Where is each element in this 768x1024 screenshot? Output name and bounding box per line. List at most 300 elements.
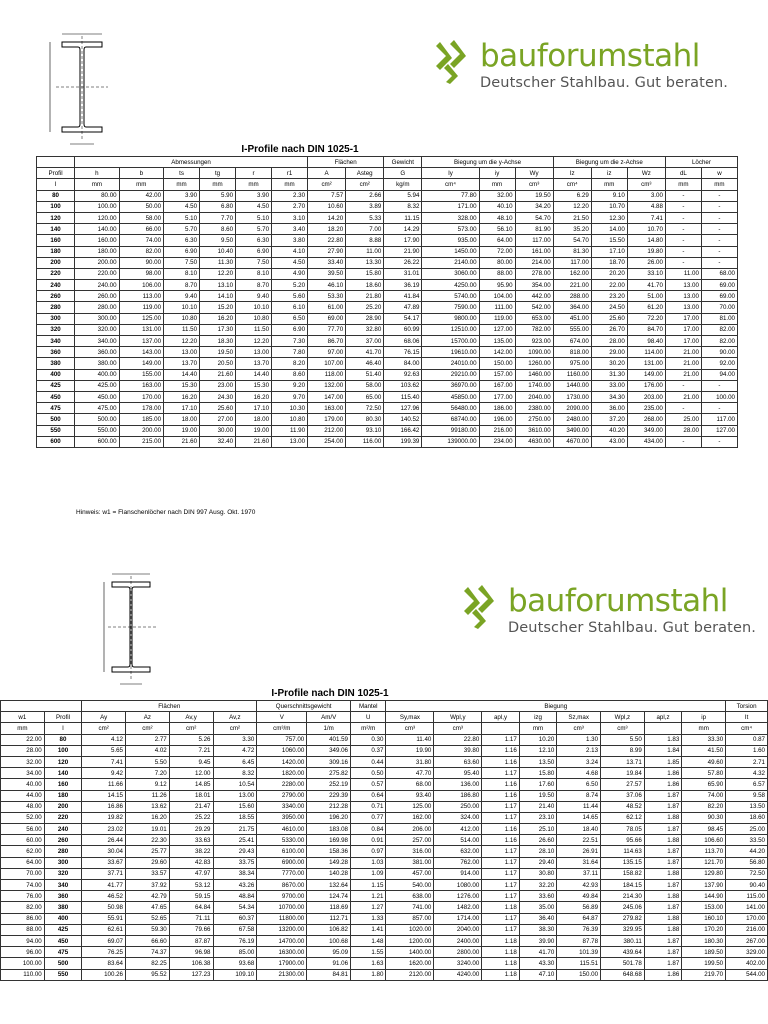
table-cell: 275.82	[307, 768, 351, 779]
table-cell: 11.90	[272, 425, 308, 436]
table-cell: 17.90	[384, 235, 422, 246]
table-cell: 1.60	[726, 745, 768, 756]
symbol-header-cell: w	[701, 168, 737, 179]
unit-header-cell: cm²	[126, 723, 170, 734]
symbol-header-cell: Asteg	[346, 168, 384, 179]
table-cell: 52.00	[1, 812, 45, 823]
table-cell: 1.86	[644, 768, 682, 779]
table-cell: 158.36	[307, 846, 351, 857]
table-cell: 106.00	[119, 280, 163, 291]
table-cell: 68740.00	[422, 414, 479, 425]
table-cell: 176.00	[627, 380, 665, 391]
table-cell: 16.20	[126, 812, 170, 823]
table-cell: 26.70	[591, 324, 627, 335]
unit-header-cell: mm	[682, 723, 726, 734]
profile-cell: 280	[44, 846, 82, 857]
table-cell: 114.63	[601, 846, 645, 857]
table-cell: 21.00	[665, 358, 701, 369]
table-cell: 15.30	[236, 380, 272, 391]
table-cell: 22.80	[308, 235, 346, 246]
table-cell: 8.10	[164, 268, 200, 279]
table-cell: 77.80	[422, 190, 479, 201]
symbol-header-cell: apl,z	[644, 712, 682, 723]
table-cell: 142.00	[479, 347, 515, 358]
table-cell: 5.94	[384, 190, 422, 201]
unit-header-cell: cm³/m	[257, 723, 307, 734]
unit-header-cell: cm⁴	[422, 179, 479, 190]
unit-header-cell: mm	[1, 723, 45, 734]
table-cell: 674.00	[553, 336, 591, 347]
table-cell: 6.80	[200, 201, 236, 212]
table-cell: 354.00	[515, 280, 553, 291]
table-cell: 19.84	[601, 768, 645, 779]
table-cell: 41.77	[82, 880, 126, 891]
table-cell: 9.58	[726, 790, 768, 801]
profile-cell: 300	[44, 857, 82, 868]
table-cell: 47.65	[126, 902, 170, 913]
table-cell: 82.20	[682, 801, 726, 812]
table-cell: 11.26	[126, 790, 170, 801]
table-cell: 147.00	[308, 391, 346, 402]
table-cell: 94.00	[1, 935, 45, 946]
table-cell: 9.50	[200, 235, 236, 246]
table-cell: 18.60	[346, 280, 384, 291]
logo-tagline: Deutscher Stahlbau. Gut beraten.	[508, 620, 756, 636]
table-cell: 200.00	[119, 425, 163, 436]
table-cell: 17900.00	[257, 958, 307, 969]
table-cell: 23.00	[200, 380, 236, 391]
table-cell: 20.20	[591, 268, 627, 279]
table-row	[37, 302, 738, 313]
table-cell: 1400.00	[386, 947, 434, 958]
table-cell: 1.88	[644, 868, 682, 879]
table-cell: 14.80	[627, 235, 665, 246]
symbol-header-cell: Az	[126, 712, 170, 723]
table-cell: 135.15	[601, 857, 645, 868]
table-cell: -	[665, 246, 701, 257]
table-cell: 2480.00	[553, 414, 591, 425]
table-cell: 132.64	[307, 880, 351, 891]
table-cell: 33.10	[627, 268, 665, 279]
table-cell: 3490.00	[553, 425, 591, 436]
table-cell: 100.00	[75, 201, 119, 212]
table-cell: 32.00	[479, 190, 515, 201]
table-cell: 450.00	[75, 391, 119, 402]
table-cell: 21.60	[164, 436, 200, 447]
table-cell: 1.87	[644, 801, 682, 812]
table-cell: 11.50	[236, 324, 272, 335]
table-cell: 1.87	[644, 857, 682, 868]
table-cell: 22.30	[126, 835, 170, 846]
table-cell: 19.50	[515, 190, 553, 201]
table-cell: 9.70	[272, 391, 308, 402]
table-cell: 21.50	[553, 212, 591, 223]
table-cell: 1.18	[482, 902, 520, 913]
unit-header-cell: kg/m	[384, 179, 422, 190]
table-cell: 24.50	[591, 302, 627, 313]
table-cell: 18.00	[164, 414, 200, 425]
table-cell: 18.55	[213, 812, 257, 823]
table-row	[1, 969, 768, 980]
table-cell: 129.80	[682, 868, 726, 879]
table-cell: 72.50	[346, 403, 384, 414]
table-cell: 16.86	[82, 801, 126, 812]
table-cell: 92.00	[701, 358, 737, 369]
unit-header-cell: mm	[701, 179, 737, 190]
table-cell: 28.00	[665, 425, 701, 436]
symbol-header-cell: tg	[200, 168, 236, 179]
table-cell: 64.00	[479, 235, 515, 246]
logo-tagline: Deutscher Stahlbau. Gut beraten.	[480, 75, 728, 91]
table-cell: 163.00	[119, 380, 163, 391]
table-cell: 6.90	[164, 246, 200, 257]
table-cell: 183.08	[307, 824, 351, 835]
table-cell: 19.00	[236, 425, 272, 436]
table-cell: 56.10	[479, 224, 515, 235]
table-cell: 141.00	[726, 902, 768, 913]
table-cell: 76.19	[213, 935, 257, 946]
table-cell: 1.17	[482, 891, 520, 902]
table-cell: 5.33	[346, 212, 384, 223]
table-cell: 1.87	[644, 824, 682, 835]
unit-header-cell	[482, 723, 520, 734]
table-cell: 1.87	[644, 947, 682, 958]
table-cell: 93.68	[213, 958, 257, 969]
unit-header-cell: cm³	[601, 723, 645, 734]
table-cell: 923.00	[515, 336, 553, 347]
table-cell: 10.54	[213, 779, 257, 790]
table-cell: 19.90	[386, 745, 434, 756]
table-cell: 3240.00	[434, 958, 482, 969]
table-cell: 1460.00	[515, 369, 553, 380]
table-cell: 169.98	[307, 835, 351, 846]
table-cell: 4.68	[557, 768, 601, 779]
table-cell: 457.00	[386, 868, 434, 879]
table-cell: 36.40	[519, 913, 557, 924]
table-cell: 149.28	[307, 857, 351, 868]
table-cell: 18.30	[200, 336, 236, 347]
table-cell: 434.00	[627, 436, 665, 447]
table-cell: 500.00	[75, 414, 119, 425]
table-cell: 19.82	[82, 812, 126, 823]
symbol-header-cell: Profil	[44, 712, 82, 723]
table-cell: 110.00	[1, 969, 45, 980]
group-header-biegung-y: Biegung um die y-Achse	[422, 157, 553, 168]
table-cell: 25.00	[726, 824, 768, 835]
table-cell: 1620.00	[386, 958, 434, 969]
table-cell: 5.10	[164, 212, 200, 223]
table-cell: 69.07	[82, 935, 126, 946]
table-cell: 124.74	[307, 891, 351, 902]
table-cell: 127.00	[701, 425, 737, 436]
table-cell: 4.10	[272, 246, 308, 257]
profile-cell: 140	[44, 768, 82, 779]
symbol-header-cell: w1	[1, 712, 45, 723]
group-header-flaechen: Flächen	[308, 157, 384, 168]
table-cell: 29.00	[591, 347, 627, 358]
table-cell: 33.57	[126, 868, 170, 879]
table-cell: 17.10	[236, 403, 272, 414]
table-cell: 22.80	[434, 734, 482, 745]
table-cell: -	[665, 235, 701, 246]
table-cell: 1.18	[482, 947, 520, 958]
table-cell: 106.60	[682, 835, 726, 846]
table-row	[37, 212, 738, 223]
table-cell: -	[665, 201, 701, 212]
table-cell: 41.70	[627, 280, 665, 291]
table-cell: 106.82	[307, 924, 351, 935]
profile-cell: 425	[44, 924, 82, 935]
table-cell: 2040.00	[515, 391, 553, 402]
table-cell: 179.00	[308, 414, 346, 425]
table-cell: 31.64	[557, 857, 601, 868]
table-cell: 320.00	[75, 324, 119, 335]
table-cell: 1.85	[644, 756, 682, 767]
table-cell: 21.40	[519, 801, 557, 812]
table-cell: 98.00	[119, 268, 163, 279]
table-cell: 280.00	[75, 302, 119, 313]
table-cell: 5.26	[169, 734, 213, 745]
table-cell: 7590.00	[422, 302, 479, 313]
table-cell: 9.40	[236, 291, 272, 302]
table-cell: 90.00	[701, 347, 737, 358]
table-cell: 13.50	[519, 756, 557, 767]
table-cell: 137.90	[682, 880, 726, 891]
table-row	[1, 891, 768, 902]
table-cell: 25.60	[591, 313, 627, 324]
symbol-header-cell: dL	[665, 168, 701, 179]
table-row	[37, 436, 738, 447]
symbol-header-cell: Am/V	[307, 712, 351, 723]
table-cell: 14.15	[82, 790, 126, 801]
table-cell: 2750.00	[515, 414, 553, 425]
unit-header-cell	[644, 723, 682, 734]
unit-header-cell: 1/m	[307, 723, 351, 734]
table-cell: 1.88	[644, 812, 682, 823]
table-cell: 118.00	[308, 369, 346, 380]
table-cell: 4610.00	[257, 824, 307, 835]
group-header-flaechen: Flächen	[82, 701, 257, 712]
table-cell: 97.00	[308, 347, 346, 358]
table-cell: 10.80	[164, 313, 200, 324]
table-cell: 38.30	[519, 924, 557, 935]
logo-brand: bauforumstahl	[480, 38, 700, 74]
table-cell: 1.17	[482, 913, 520, 924]
table-cell: 1.17	[482, 801, 520, 812]
table-cell: 69.00	[701, 280, 737, 291]
table-cell: 2.30	[272, 190, 308, 201]
table-cell: -	[701, 201, 737, 212]
table-cell: 11.00	[346, 246, 384, 257]
table-cell: 10.80	[272, 414, 308, 425]
table-cell: 1.17	[482, 812, 520, 823]
table-cell: 26.22	[384, 257, 422, 268]
table-cell: 11.50	[164, 324, 200, 335]
table-cell: 16300.00	[257, 947, 307, 958]
table-cell: 501.78	[601, 958, 645, 969]
table-cell: 6.45	[213, 756, 257, 767]
table-cell: 17.10	[591, 246, 627, 257]
table-cell: 975.00	[553, 358, 591, 369]
table-cell: 1.17	[482, 846, 520, 857]
table-cell: 127.00	[479, 324, 515, 335]
table-cell: 33.30	[682, 734, 726, 745]
table-cell: 186.80	[434, 790, 482, 801]
table-cell: 70.00	[1, 868, 45, 879]
table-cell: 638.00	[386, 891, 434, 902]
table-cell: 349.06	[307, 745, 351, 756]
table-cell: 12510.00	[422, 324, 479, 335]
table-cell: 13200.00	[257, 924, 307, 935]
table-cell: 99180.00	[422, 425, 479, 436]
table-cell: 540.00	[386, 880, 434, 891]
unit-header-cell: mm	[519, 723, 557, 734]
table-cell: 115.40	[384, 391, 422, 402]
table-cell: 1.83	[644, 734, 682, 745]
table-cell: 25.41	[213, 835, 257, 846]
table-cell: 11.30	[200, 257, 236, 268]
table-cell: 13.70	[236, 358, 272, 369]
table-cell: 36.19	[384, 280, 422, 291]
table-cell: 21.80	[346, 291, 384, 302]
table-cell: 35.00	[519, 902, 557, 913]
table-cell: 364.00	[553, 302, 591, 313]
table-cell: -	[665, 190, 701, 201]
table-cell: 8670.00	[257, 880, 307, 891]
table-cell: 90.40	[726, 880, 768, 891]
table-cell: 24.30	[200, 391, 236, 402]
table-cell: 3.30	[213, 734, 257, 745]
table-cell: 1276.00	[434, 891, 482, 902]
table-cell: 12.20	[200, 268, 236, 279]
table-cell: 43.00	[591, 436, 627, 447]
unit-header-cell: m²/m	[351, 723, 386, 734]
table-cell: 1440.00	[553, 380, 591, 391]
table-cell: 14.40	[164, 369, 200, 380]
table-cell: 76.39	[557, 924, 601, 935]
table-cell: 7.70	[200, 212, 236, 223]
table-cell: 18.40	[557, 824, 601, 835]
table-cell: 475.00	[75, 403, 119, 414]
table-row	[37, 358, 738, 369]
table-cell: 149.00	[119, 358, 163, 369]
table-cell: 91.06	[307, 958, 351, 969]
table-cell: 13.00	[665, 280, 701, 291]
symbol-header-cell: Sz,max	[557, 712, 601, 723]
table-cell: 44.20	[726, 846, 768, 857]
table-cell: 44.00	[1, 790, 45, 801]
table-cell: 4.50	[164, 201, 200, 212]
table-cell: 170.20	[682, 924, 726, 935]
table-cell: 103.62	[384, 380, 422, 391]
table-row	[37, 257, 738, 268]
table-cell: 1714.00	[434, 913, 482, 924]
table-cell: 19.50	[519, 790, 557, 801]
table-cell: 5.10	[236, 212, 272, 223]
table-cell: 19.50	[200, 347, 236, 358]
table-cell: 38.22	[169, 846, 213, 857]
table-cell: 329.95	[601, 924, 645, 935]
table-cell: 4.90	[272, 268, 308, 279]
profile-cell: 340	[37, 336, 75, 347]
table-cell: 7.21	[169, 745, 213, 756]
profile-cell: 500	[44, 958, 82, 969]
table-cell: 1.16	[482, 835, 520, 846]
table-cell: 13.70	[164, 358, 200, 369]
table-cell: 32.20	[519, 880, 557, 891]
table-cell: 54.34	[213, 902, 257, 913]
table-cell: 2.70	[272, 201, 308, 212]
table-cell: 81.90	[515, 224, 553, 235]
table-row	[1, 913, 768, 924]
table-cell: 150.00	[479, 358, 515, 369]
table-cell: 7.00	[346, 224, 384, 235]
table-cell: 170.00	[119, 391, 163, 402]
table-row	[37, 235, 738, 246]
table-cell: 7.57	[308, 190, 346, 201]
table-cell: 6.90	[272, 324, 308, 335]
table-cell: 131.00	[119, 324, 163, 335]
table-row	[1, 824, 768, 835]
table-cell: 96.00	[1, 947, 45, 958]
table-cell: 2120.00	[386, 969, 434, 980]
table-cell: 16.20	[236, 391, 272, 402]
table-cell: 7.50	[164, 257, 200, 268]
table-cell: 184.15	[601, 880, 645, 891]
table-cell: 5.50	[601, 734, 645, 745]
table-cell: 14.00	[591, 224, 627, 235]
profile-cell: 600	[37, 436, 75, 447]
table-cell: 3060.00	[422, 268, 479, 279]
symbol-header-cell: G	[384, 168, 422, 179]
table-cell: 33.40	[308, 257, 346, 268]
table-cell: 573.00	[422, 224, 479, 235]
table-cell: 4240.00	[434, 969, 482, 980]
table-cell: 200.00	[75, 257, 119, 268]
table-cell: 234.00	[479, 436, 515, 447]
table-cell: 43.26	[213, 880, 257, 891]
table-row	[1, 835, 768, 846]
table-cell: 4.02	[126, 745, 170, 756]
profile-cell: 220	[37, 268, 75, 279]
table-cell: 0.50	[351, 768, 386, 779]
table-cell: 114.00	[627, 347, 665, 358]
table-cell: 1.15	[351, 880, 386, 891]
table-cell: 21.60	[200, 369, 236, 380]
table-cell: 87.87	[169, 935, 213, 946]
table-cell: 13.50	[726, 801, 768, 812]
table-cell: 53.12	[169, 880, 213, 891]
table-cell: 11800.00	[257, 913, 307, 924]
table-cell: 158.82	[601, 868, 645, 879]
profile-cell: 80	[44, 734, 82, 745]
table-cell: 2790.00	[257, 790, 307, 801]
table-cell: 82.00	[119, 246, 163, 257]
table-cell: 31.80	[386, 756, 434, 767]
table-cell: 14.29	[384, 224, 422, 235]
table-cell: 267.00	[726, 935, 768, 946]
table-cell: 80.30	[346, 414, 384, 425]
table-cell: 196.00	[479, 414, 515, 425]
table-cell: 46.10	[308, 280, 346, 291]
table-cell: 60.37	[213, 913, 257, 924]
table-cell: 65.00	[346, 391, 384, 402]
table-row	[37, 336, 738, 347]
table-cell: 46.52	[82, 891, 126, 902]
table-row	[1, 801, 768, 812]
table-cell: 1730.00	[553, 391, 591, 402]
table-row	[1, 734, 768, 745]
